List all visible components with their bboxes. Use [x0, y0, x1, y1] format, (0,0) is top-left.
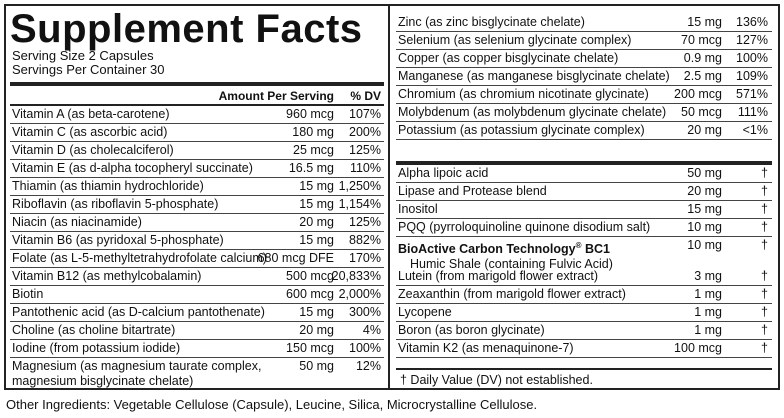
- column-header: [12, 88, 384, 104]
- amount-value: 1 mg: [694, 305, 722, 319]
- dv-value: 12%: [355, 359, 381, 373]
- nutrient-row: [10, 214, 384, 232]
- amount-value: 500 mcg: [286, 269, 334, 283]
- amount-value: 50 mg: [299, 359, 334, 373]
- nutrient-name: Lycopene: [398, 305, 452, 319]
- nutrient-name: Vitamin E (as d-alpha tocopheryl succinate): [12, 161, 253, 175]
- amount-value: 2.5 mg: [683, 69, 722, 83]
- amount-value: 15 mg: [687, 15, 722, 29]
- nutrient-row-bioactive: [396, 237, 772, 272]
- left-nutrient-list: [10, 106, 384, 391]
- bioactive-title: [398, 238, 668, 257]
- amount-value: 10 mg: [687, 220, 722, 234]
- amount-value: 20 mg: [687, 123, 722, 137]
- nutrient-name: Vitamin A (as beta-carotene): [12, 107, 170, 121]
- nutrient-row-magnesium: [10, 358, 384, 391]
- amount-value: 70 mcg: [681, 33, 722, 47]
- dv-value: †: [761, 202, 768, 216]
- nutrient-name: Thiamin (as thiamin hydrochloride): [12, 179, 204, 193]
- mineral-list: [396, 14, 772, 140]
- panel-title: Supplement Facts: [10, 7, 363, 51]
- dv-value: 300%: [349, 305, 381, 319]
- amount-value: 200 mcg: [674, 87, 722, 101]
- nutrient-row: [10, 322, 384, 340]
- nutrient-row: [10, 232, 384, 250]
- nutrient-name: Boron (as boron glycinate): [398, 323, 545, 337]
- nutrient-name: Niacin (as niacinamide): [12, 215, 142, 229]
- amount-value: 15 mg: [299, 179, 334, 193]
- amount-value: 20 mg: [299, 215, 334, 229]
- amount-value: 15 mg: [299, 197, 334, 211]
- dv-value: †: [761, 287, 768, 301]
- dv-value: 20,833%: [331, 269, 381, 283]
- nutrient-name: Zeaxanthin (from marigold flower extract): [398, 287, 626, 301]
- nutrient-row: [10, 106, 384, 124]
- nutrient-name: Selenium (as selenium glycinate complex): [398, 33, 632, 47]
- nutrient-name: PQQ (pyrroloquinoline quinone disodium salt): [398, 220, 651, 234]
- dv-value: †: [761, 305, 768, 319]
- dv-value: 100%: [736, 51, 768, 65]
- dv-value: 125%: [349, 215, 381, 229]
- amount-value: 16.5 mg: [288, 161, 334, 175]
- nutrient-name-line2: magnesium bisglycinate chelate): [12, 374, 194, 388]
- dv-value: †: [761, 166, 768, 180]
- footnote-divider: [396, 368, 772, 370]
- dv-value: 100%: [349, 341, 381, 355]
- nutrient-row: [10, 340, 384, 358]
- nutrient-name: Vitamin K2 (as menaquinone-7): [398, 341, 574, 355]
- nutrient-name: Lipase and Protease blend: [398, 184, 547, 198]
- nutrient-name: Vitamin C (as ascorbic acid): [12, 125, 168, 139]
- supplement-facts-panel: [4, 4, 780, 390]
- registered-mark: ®: [575, 241, 582, 250]
- nutrient-name-line1: Magnesium (as magnesium taurate complex,: [12, 359, 262, 373]
- other-nutrient-list: [396, 165, 772, 358]
- nutrient-row: [10, 250, 384, 268]
- nutrient-row: [396, 122, 772, 140]
- nutrient-name: Chromium (as chromium nicotinate glycinate): [398, 87, 649, 101]
- amount-value: 150 mcg: [286, 341, 334, 355]
- nutrient-name: Zinc (as zinc bisglycinate chelate): [398, 15, 585, 29]
- amount-value: 1 mg: [694, 323, 722, 337]
- amount-value: 25 mcg: [293, 143, 334, 157]
- dv-value: <1%: [742, 123, 768, 137]
- nutrient-name: Pantothenic acid (as D-calcium pantothenate): [12, 305, 265, 319]
- nutrient-row: [396, 14, 772, 32]
- amount-value: 1 mg: [694, 287, 722, 301]
- dv-value: 170%: [349, 251, 381, 265]
- nutrient-row: [396, 304, 772, 322]
- dv-value: 136%: [736, 15, 768, 29]
- dv-value: †: [761, 220, 768, 234]
- amount-value: 600 mcg: [286, 287, 334, 301]
- amount-header: Amount Per Serving: [218, 89, 334, 103]
- nutrient-row: [10, 286, 384, 304]
- amount-value: 960 mcg: [286, 107, 334, 121]
- amount-value: 50 mcg: [681, 105, 722, 119]
- dv-value: 571%: [736, 87, 768, 101]
- nutrient-row: [396, 183, 772, 201]
- nutrient-name: Iodine (from potassium iodide): [12, 341, 181, 355]
- amount-value: 100 mcg: [674, 341, 722, 355]
- dv-value: †: [761, 269, 768, 283]
- amount-value: 15 mg: [299, 233, 334, 247]
- amount-value: 180 mg: [292, 125, 334, 139]
- serving-info: [12, 49, 164, 77]
- nutrient-name: [12, 359, 282, 389]
- amount-value: 20 mg: [687, 184, 722, 198]
- nutrient-name: Inositol: [398, 202, 438, 216]
- nutrient-name: Copper (as copper bisglycinate chelate): [398, 51, 619, 65]
- nutrient-row: [10, 160, 384, 178]
- nutrient-name: Riboflavin (as riboflavin 5-phosphate): [12, 197, 219, 211]
- dv-value: 2,000%: [338, 287, 381, 301]
- dv-value: 1,154%: [338, 197, 381, 211]
- nutrient-row: [396, 219, 772, 237]
- amount-value: 15 mg: [299, 305, 334, 319]
- dv-value: 107%: [349, 107, 381, 121]
- serving-size: Serving Size 2 Capsules: [12, 48, 154, 63]
- nutrient-row: [396, 201, 772, 219]
- amount-value: 20 mg: [299, 323, 334, 337]
- nutrient-row: [10, 268, 384, 286]
- bioactive-title-suffix: BC1: [581, 242, 610, 257]
- nutrient-row: [396, 68, 772, 86]
- nutrient-row: [396, 268, 772, 286]
- dv-value: †: [761, 323, 768, 337]
- nutrient-row: [396, 322, 772, 340]
- nutrient-row: [396, 340, 772, 358]
- nutrient-row: [10, 142, 384, 160]
- nutrient-name: Vitamin B12 (as methylcobalamin): [12, 269, 202, 283]
- dv-value: 1,250%: [338, 179, 381, 193]
- dv-value: 111%: [737, 105, 768, 119]
- dv-value: †: [761, 341, 768, 355]
- dv-value: †: [761, 238, 768, 252]
- column-divider: [388, 6, 390, 388]
- dv-footnote: † Daily Value (DV) not established.: [400, 373, 593, 387]
- dv-value: †: [761, 184, 768, 198]
- nutrient-row: [396, 32, 772, 50]
- nutrient-row: [396, 165, 772, 183]
- nutrient-row: [10, 124, 384, 142]
- nutrient-name: Vitamin B6 (as pyridoxal 5-phosphate): [12, 233, 224, 247]
- nutrient-name: Choline (as choline bitartrate): [12, 323, 176, 337]
- nutrient-name: Molybdenum (as molybdenum glycinate chelate): [398, 105, 667, 119]
- right-column: [392, 6, 778, 388]
- nutrient-row: [10, 178, 384, 196]
- dv-value: 109%: [736, 69, 768, 83]
- amount-value: 680 mcg DFE: [257, 251, 334, 265]
- nutrient-row: [396, 86, 772, 104]
- nutrient-name: Folate (as L-5-methyltetrahydrofolate calcium): [12, 251, 267, 265]
- dv-value: 882%: [349, 233, 381, 247]
- amount-value: 0.9 mg: [683, 51, 722, 65]
- dv-value: 4%: [362, 323, 381, 337]
- thick-divider: [10, 82, 384, 86]
- nutrient-row: [396, 286, 772, 304]
- amount-value: 15 mg: [687, 202, 722, 216]
- nutrient-name: Vitamin D (as cholecalciferol): [12, 143, 174, 157]
- bioactive-subtitle: Humic Shale (containing Fulvic Acid): [410, 257, 613, 272]
- nutrient-name: Alpha lipoic acid: [398, 166, 489, 180]
- nutrient-name: Lutein (from marigold flower extract): [398, 269, 599, 283]
- left-column: [6, 6, 387, 388]
- nutrient-name: Potassium (as potassium glycinate complex): [398, 123, 645, 137]
- dv-value: 200%: [349, 125, 381, 139]
- amount-value: 10 mg: [687, 238, 722, 252]
- dv-value: 127%: [736, 33, 768, 47]
- nutrient-name: Manganese (as manganese bisglycinate chelate): [398, 69, 670, 83]
- nutrient-row: [10, 196, 384, 214]
- nutrient-row: [10, 304, 384, 322]
- dv-value: 110%: [349, 161, 381, 175]
- servings-per-container: Servings Per Container 30: [12, 62, 165, 77]
- dv-header: % DV: [350, 89, 381, 103]
- nutrient-name: Biotin: [12, 287, 44, 301]
- bioactive-title-text: BioActive Carbon Technology: [398, 242, 576, 257]
- amount-value: 50 mg: [687, 166, 722, 180]
- nutrient-row: [396, 104, 772, 122]
- amount-value: 3 mg: [694, 269, 722, 283]
- other-ingredients: Other Ingredients: Vegetable Cellulose (Capsule), Leucine, Silica, Microcrystalline Cellulose.: [6, 397, 538, 412]
- dv-value: 125%: [349, 143, 381, 157]
- nutrient-row: [396, 50, 772, 68]
